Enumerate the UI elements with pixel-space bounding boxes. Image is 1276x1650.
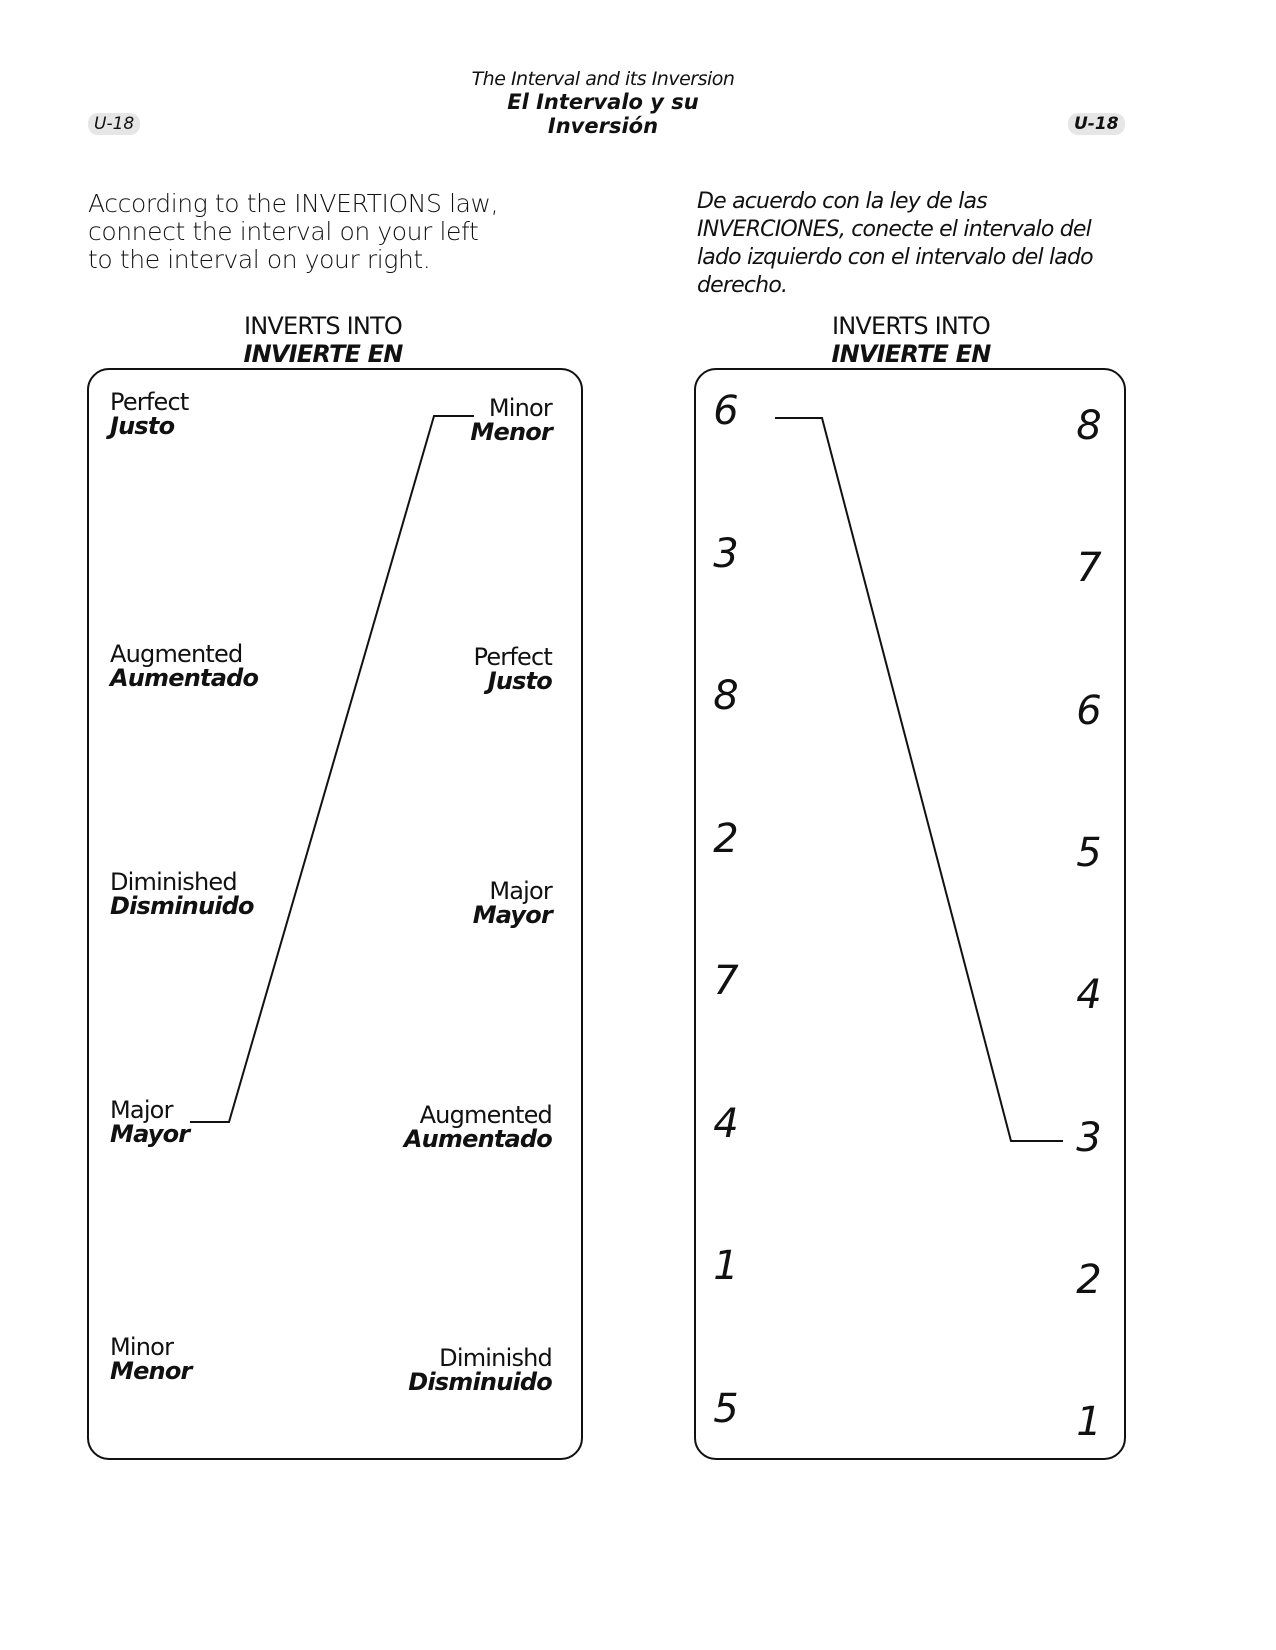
number-right-item[interactable]: 1 — [1076, 1399, 1102, 1446]
title-spanish: El Intervalo y su Inversión — [507, 90, 699, 138]
quality-en: Major — [489, 877, 552, 905]
quality-es: Disminuido — [408, 1368, 552, 1396]
column-heading-qualities: INVERTS INTO INVIERTE EN — [243, 312, 403, 368]
quality-es: Mayor — [472, 901, 552, 929]
quality-en: Minor — [488, 394, 552, 422]
quality-es: Menor — [110, 1357, 192, 1385]
quality-es: Aumentado — [110, 664, 259, 692]
quality-es: Aumentado — [403, 1125, 552, 1153]
number-left-item[interactable]: 7 — [713, 958, 739, 1004]
column-heading-numbers: INVERTS INTO INVIERTE EN — [831, 312, 991, 368]
quality-es: Disminuido — [110, 892, 254, 920]
title-english: The Interval and its Inversion — [471, 68, 735, 90]
page-number-right: U-18 — [1068, 113, 1125, 135]
number-left-item[interactable]: 6 — [713, 388, 739, 434]
number-right-item[interactable]: 2 — [1076, 1256, 1102, 1303]
quality-es: Justo — [110, 412, 175, 440]
number-right-item[interactable]: 5 — [1076, 829, 1102, 876]
quality-en: Diminishd — [439, 1344, 552, 1372]
quality-es: Menor — [470, 418, 552, 446]
quality-en: Minor — [110, 1333, 174, 1361]
quality-es: Justo — [487, 667, 552, 695]
number-left-item[interactable]: 4 — [713, 1100, 739, 1147]
number-left-item[interactable]: 8 — [713, 673, 739, 719]
example-line-6-3 — [775, 418, 1063, 1141]
quality-en: Perfect — [110, 388, 189, 416]
number-right-item[interactable]: 6 — [1076, 687, 1102, 734]
number-right-item[interactable]: 8 — [1076, 403, 1102, 449]
number-left-item[interactable]: 3 — [713, 530, 739, 577]
number-right-item[interactable]: 3 — [1076, 1114, 1102, 1161]
number-right-item[interactable]: 4 — [1076, 972, 1102, 1019]
number-right-item[interactable]: 7 — [1076, 545, 1102, 592]
quality-en: Major — [110, 1096, 173, 1124]
number-left-item[interactable]: 1 — [713, 1243, 739, 1289]
number-left-item[interactable]: 5 — [713, 1385, 739, 1432]
quality-en: Perfect — [473, 643, 552, 671]
page-number-left: U-18 — [88, 113, 140, 135]
quality-en: Augmented — [110, 640, 243, 668]
quality-en: Diminished — [110, 868, 237, 896]
example-line-major-minor — [190, 416, 474, 1122]
number-left-item[interactable]: 2 — [713, 815, 739, 862]
quality-es: Mayor — [110, 1120, 190, 1148]
instructions-english: According to the INVERTIONS law, connect the interval on your left to the interval on your right. — [88, 189, 499, 274]
quality-en: Augmented — [419, 1101, 552, 1129]
instructions-spanish: De acuerdo con la ley de las INVERCIONES, conecte el intervalo del lado izquierdo con el intervalo del lado derecho. — [697, 189, 1093, 298]
